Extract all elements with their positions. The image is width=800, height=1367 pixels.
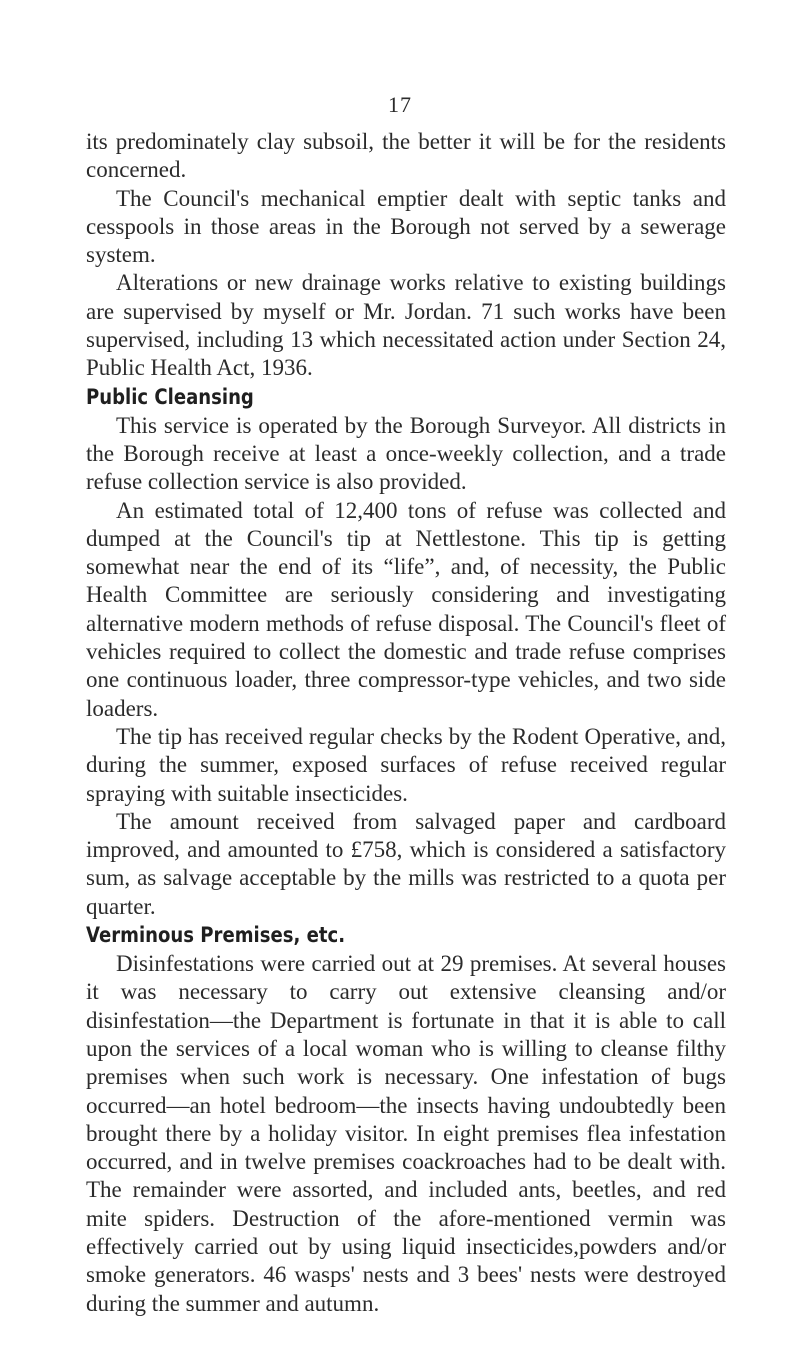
paragraph-cleansing-service: This service is operated by the Borough Surveyor. All districts in the Borough receive at least a once-weekly collection, and a trade refuse collection service is also provided. xyxy=(86,412,726,495)
paragraph-disinfestations: Disinfestations were carried out at 29 premises. At several houses it was necessary to carry out extensive cleansing and/or disinfestation—the Department is fortunate in that it is able to call upon the services of a local woman who is willing to cleanse filthy premises when such work is necessary. One infestation of bugs occurred—an hotel bedroom—the insects having undoubtedly been brought there by a holiday visitor. In eight premises flea infestation occurred, and in twelve premises coackroaches had to be dealt with. The remainder were assorted, and included ants, beetles, and red mite spiders. Destruction of the afore-mentioned vermin was effectively carried out by using liquid insecticides,powders and/or smoke generators. 46 wasps' nests and 3 bees' nests were destroyed during the summer and autumn. xyxy=(86,951,726,1316)
paragraph-continuation: its predominately clay subsoil, the better it will be for the residents concerned. xyxy=(86,129,726,183)
paragraph-tip-checks: The tip has received regular checks by the Rodent Operative, and, during the summer, exposed surfaces of refuse received regular spraying with suitable insecticides. xyxy=(86,723,726,806)
paragraph-drainage-alterations: Alterations or new drainage works relative to existing buildings are supervised by myself or Mr. Jordan. 71 such works have been supervised, including 13 which necessitated action under Section 24, Public Health Act, 1936. xyxy=(86,270,726,381)
heading-public-cleansing: Public Cleansing xyxy=(86,384,254,409)
heading-verminous-premises: Verminous Premises, etc. xyxy=(86,923,346,948)
paragraph-mechanical-emptier: The Council's mechanical emptier dealt with septic tanks and cesspools in those areas in the Borough not served by a sewerage system. xyxy=(86,185,726,268)
paragraph-salvage: The amount received from salvaged paper and cardboard improved, and amounted to £758, which is considered a satisfactory sum, as salvage acceptable by the mills was restricted to a quota per quarter. xyxy=(86,808,726,919)
paragraph-refuse-tonnage: An estimated total of 12,400 tons of refuse was collected and dumped at the Council's tip at Nettlestone. This tip is getting somewhat near the end of its “life”, and, of necessity, the Public Health Committee are seriously considering and investigating alternative modern methods of refuse disposal. The Council's fleet of vehicles required to collect the domestic and trade refuse comprises one continuous loader, three compressor-type vehicles, and two side loaders. xyxy=(86,497,726,721)
document-body xyxy=(86,128,726,1318)
page-number: 17 xyxy=(388,92,412,117)
